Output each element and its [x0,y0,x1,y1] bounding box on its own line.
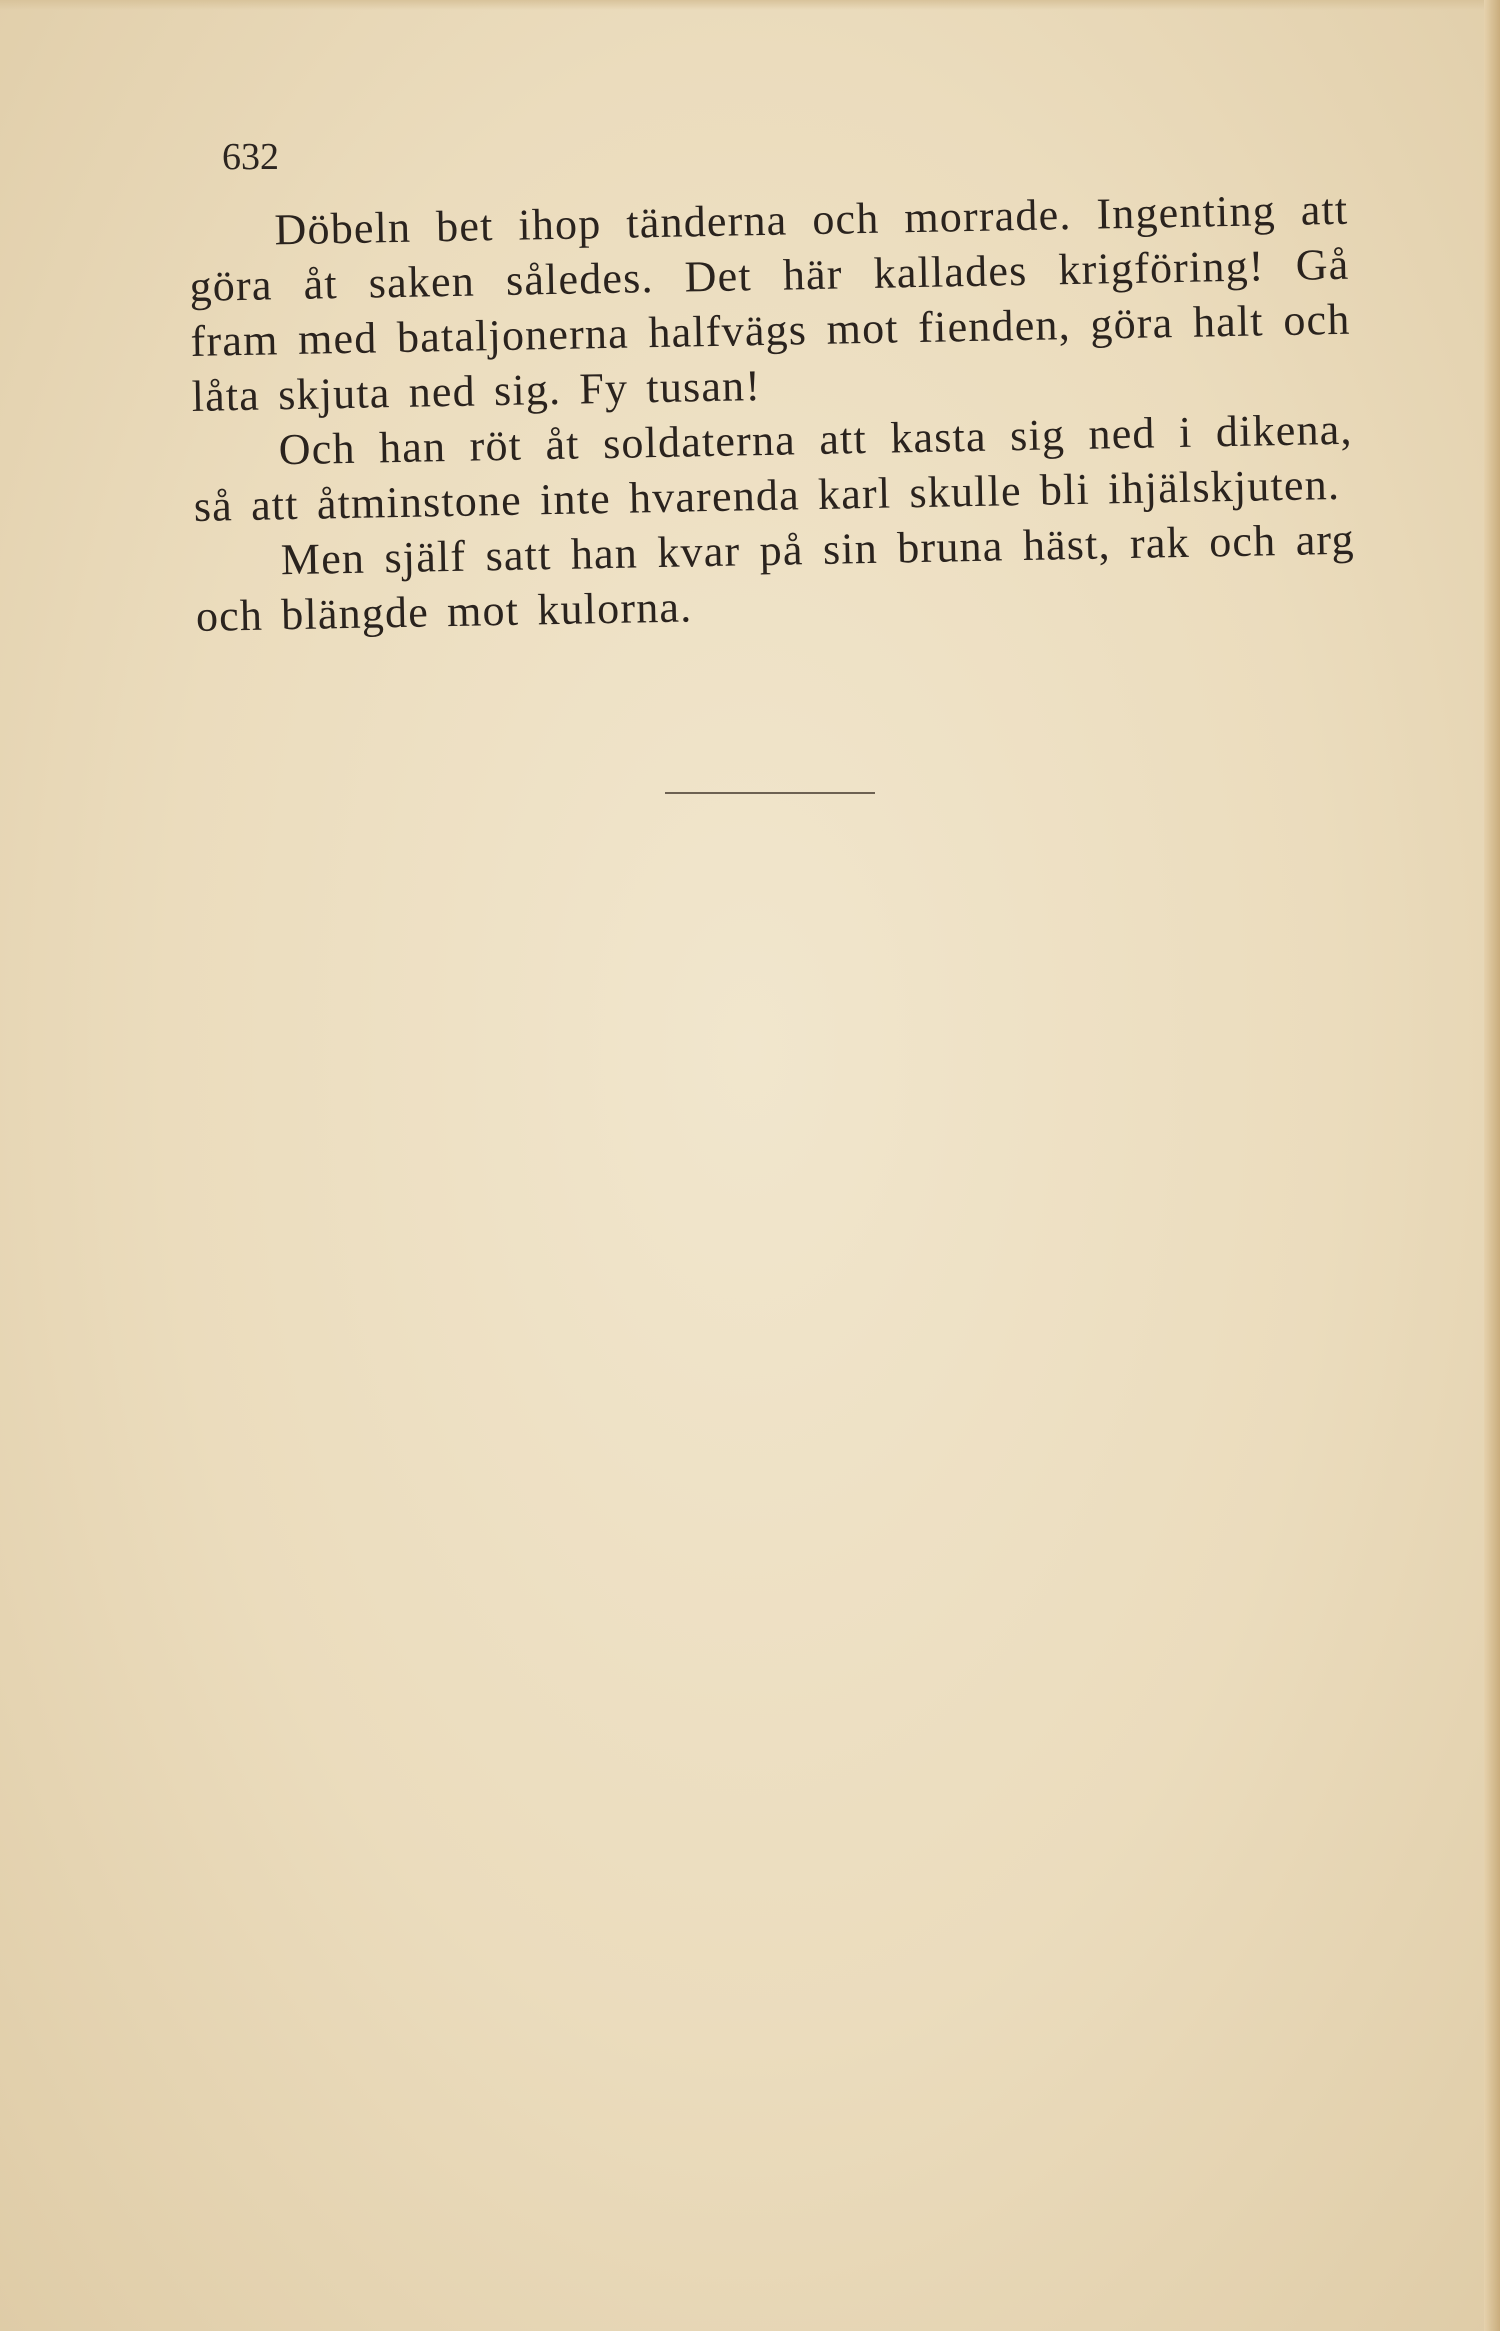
paragraph-3: Men själf satt han kvar på sin bruna häst, rak och arg och blängde mot kulorna. [195,514,1356,641]
paragraph-1: Döbeln bet ihop tänderna och morrade. Ingenting att göra åt saken således. Det här kallades krigföring! Gå fram med bataljonerna halfvägs mot fienden, göra halt och låta skjuta ned sig. Fy tusan! [189,184,1351,421]
page-number: 632 [222,136,279,178]
paragraph-2: Och han röt åt soldaterna att kasta sig ned i dikena, så att åtminstone inte hvarenda karl skulle bli ihjälskjuten. [193,404,1354,531]
section-end-rule [665,792,875,794]
body-text [188,182,1356,644]
page-top-shadow [0,0,1500,10]
page-right-edge [1484,0,1500,2331]
